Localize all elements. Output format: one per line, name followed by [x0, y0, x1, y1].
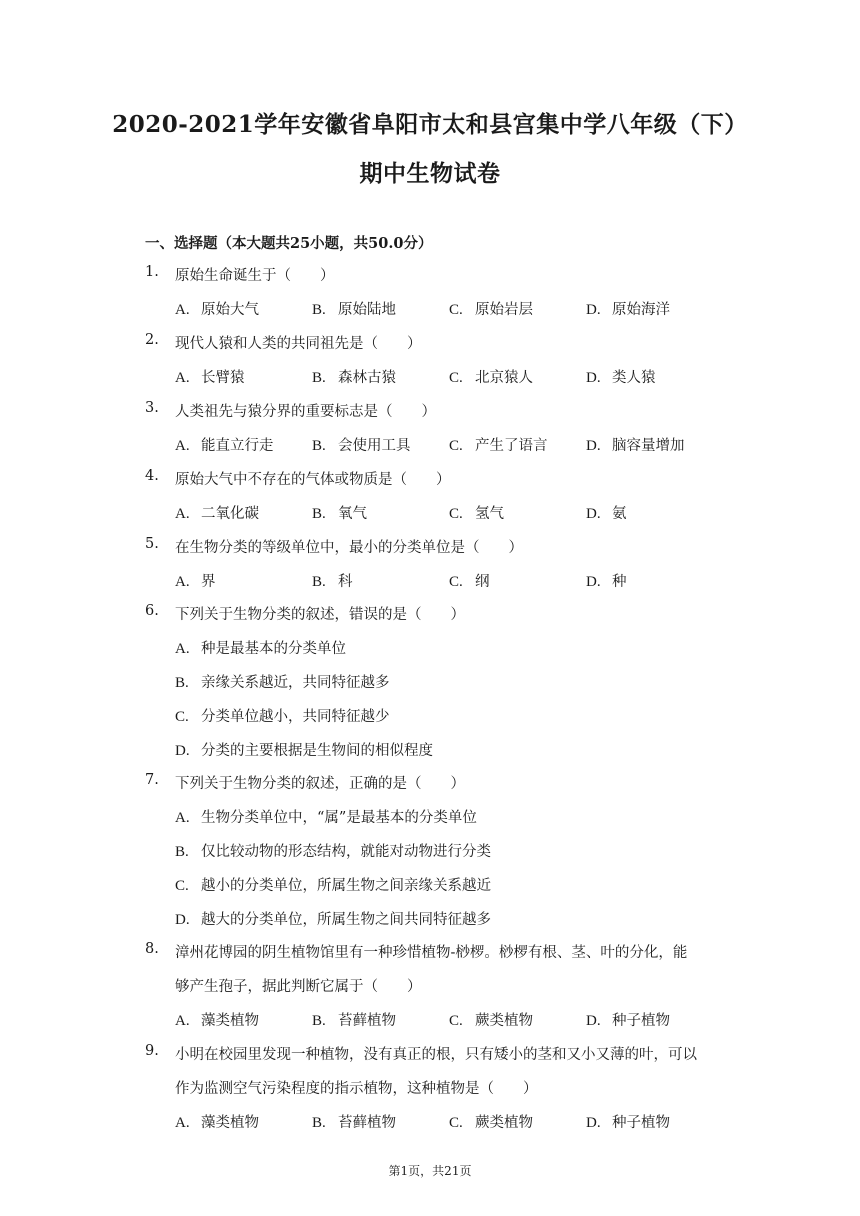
question-stem: 小明在校园里发现一种植物，没有真正的根，只有矮小的茎和又小又薄的叶，可以	[175, 1047, 697, 1063]
question-stem: 下列关于生物分类的叙述，错误的是（ ）	[175, 607, 465, 623]
question-stem: 人类祖先与猿分界的重要标志是（ ）	[175, 404, 436, 420]
option-a: A. 能直立行走	[175, 438, 274, 454]
option-a: A. 生物分类单位中，“属”是最基本的分类单位	[175, 810, 477, 826]
page-footer: 第1页，共21页	[388, 1164, 472, 1178]
option-a: A. 界	[175, 574, 216, 590]
option-a: A. 藻类植物	[175, 1115, 259, 1131]
option-d: D. 种子植物	[586, 1115, 670, 1131]
option-d: D. 类人猿	[586, 370, 656, 386]
question-number: 3.	[145, 400, 159, 416]
option-c: C. 产生了语言	[449, 438, 548, 454]
option-c: C. 越小的分类单位，所属生物之间亲缘关系越近	[175, 878, 491, 894]
question-stem: 在生物分类的等级单位中，最小的分类单位是（ ）	[175, 540, 523, 556]
option-c: C. 原始岩层	[449, 302, 533, 318]
option-d: D. 氨	[586, 506, 627, 522]
option-d: D. 种	[586, 574, 627, 590]
question-stem: 漳州花博园的阴生植物馆里有一种珍惜植物-桫椤。桫椤有根、茎、叶的分化，能	[175, 945, 688, 961]
question-number: 2.	[145, 332, 159, 348]
option-c: C. 北京猿人	[449, 370, 533, 386]
option-a: A. 种是最基本的分类单位	[175, 641, 346, 657]
option-c: C. 氢气	[449, 506, 504, 522]
option-c: C. 蕨类植物	[449, 1115, 533, 1131]
option-a: A. 原始大气	[175, 302, 259, 318]
question-9-options	[175, 1111, 735, 1131]
option-b: B. 氧气	[312, 506, 367, 522]
option-c: C. 分类单位越小，共同特征越少	[175, 709, 390, 725]
question-4-options	[175, 502, 735, 522]
option-b: B. 仅比较动物的形态结构，就能对动物进行分类	[175, 844, 491, 860]
option-a: A. 二氧化碳	[175, 506, 259, 522]
question-stem: 现代人猿和人类的共同祖先是（ ）	[175, 336, 422, 352]
question-stem: 原始生命诞生于（ ）	[175, 268, 335, 284]
option-b: B. 会使用工具	[312, 438, 411, 454]
question-2-options	[175, 366, 735, 386]
option-b: B. 原始陆地	[312, 302, 396, 318]
question-8-options	[175, 1009, 735, 1029]
option-b: B. 苔藓植物	[312, 1115, 396, 1131]
question-number: 9.	[145, 1043, 159, 1059]
question-number: 5.	[145, 536, 159, 552]
question-number: 4.	[145, 468, 159, 484]
question-stem-line2: 作为监测空气污染程度的指示植物，这种植物是（ ）	[175, 1081, 538, 1097]
question-number: 7.	[145, 772, 159, 788]
option-c: C. 蕨类植物	[449, 1013, 533, 1029]
exam-title-line1: 2020-2021学年安徽省阜阳市太和县宫集中学八年级（下）	[112, 111, 748, 138]
section-header: 一、选择题（本大题共25小题，共50.0分）	[145, 235, 433, 252]
option-d: D. 种子植物	[586, 1013, 670, 1029]
question-3-options	[175, 434, 735, 454]
option-d: D. 越大的分类单位，所属生物之间共同特征越多	[175, 912, 491, 928]
question-stem: 下列关于生物分类的叙述，正确的是（ ）	[175, 776, 465, 792]
option-d: D. 分类的主要根据是生物间的相似程度	[175, 743, 433, 759]
option-d: D. 脑容量增加	[586, 438, 685, 454]
question-number: 8.	[145, 941, 159, 957]
question-number: 6.	[145, 603, 159, 619]
option-b: B. 亲缘关系越近，共同特征越多	[175, 675, 390, 691]
exam-title-line2: 期中生物试卷	[359, 160, 501, 187]
option-a: A. 长臂猿	[175, 370, 245, 386]
question-1-options	[175, 298, 735, 318]
question-stem: 原始大气中不存在的气体或物质是（ ）	[175, 472, 451, 488]
question-5-options	[175, 570, 735, 590]
option-a: A. 藻类植物	[175, 1013, 259, 1029]
question-number: 1.	[145, 264, 159, 280]
option-b: B. 森林古猿	[312, 370, 396, 386]
option-b: B. 科	[312, 574, 353, 590]
option-b: B. 苔藓植物	[312, 1013, 396, 1029]
option-d: D. 原始海洋	[586, 302, 670, 318]
option-c: C. 纲	[449, 574, 490, 590]
question-stem-line2: 够产生孢子，据此判断它属于（ ）	[175, 979, 422, 995]
